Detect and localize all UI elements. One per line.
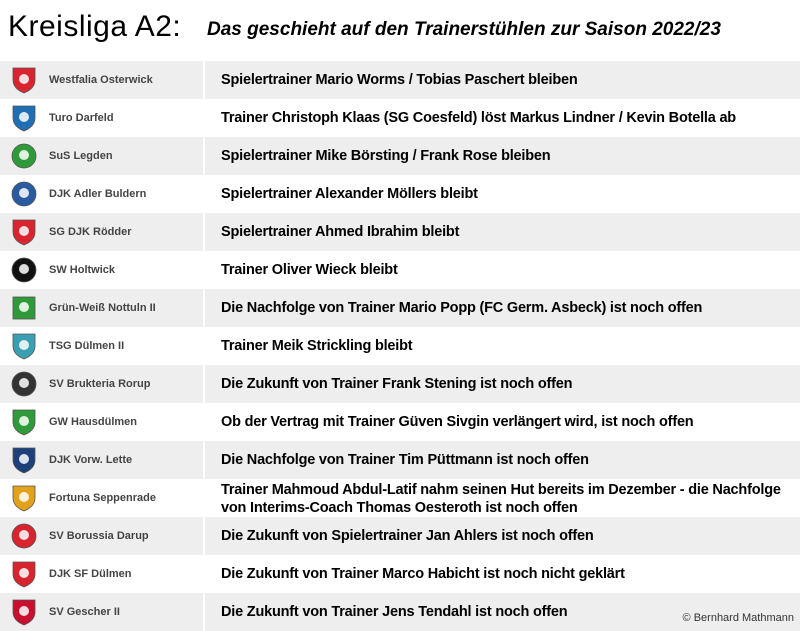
table-row bbox=[0, 593, 800, 631]
column-divider bbox=[203, 517, 205, 555]
column-divider bbox=[203, 403, 205, 441]
column-divider bbox=[203, 289, 205, 327]
club-cell bbox=[0, 213, 203, 251]
club-name: SV Borussia Darup bbox=[49, 530, 149, 542]
coach-info: Spielertrainer Ahmed Ibrahim bleibt bbox=[221, 224, 460, 240]
club-cell bbox=[0, 175, 203, 213]
table-row bbox=[0, 517, 800, 555]
club-cell bbox=[0, 61, 203, 99]
round-black-white-icon bbox=[10, 370, 38, 398]
round-black-white-icon bbox=[10, 256, 38, 284]
club-name: SV Brukteria Rorup bbox=[49, 378, 151, 390]
club-name: SV Gescher II bbox=[49, 606, 120, 618]
club-name: SW Holtwick bbox=[49, 264, 116, 276]
coach-info: Ob der Vertrag mit Trainer Güven Sivgin verlängert wird, ist noch offen bbox=[221, 414, 694, 430]
club-cell bbox=[0, 327, 203, 365]
coach-info: Die Zukunft von Trainer Frank Stening ist noch offen bbox=[221, 376, 573, 392]
table-row bbox=[0, 555, 800, 593]
shield-navy-icon bbox=[10, 446, 38, 474]
column-divider bbox=[203, 479, 205, 517]
club-name: SuS Legden bbox=[49, 150, 113, 162]
club-name: SG DJK Rödder bbox=[49, 226, 132, 238]
shield-red-white-icon bbox=[10, 560, 38, 588]
club-name: Westfalia Osterwick bbox=[49, 74, 153, 86]
column-divider bbox=[203, 175, 205, 213]
coach-info: Die Zukunft von Trainer Jens Tendahl ist noch offen bbox=[221, 604, 568, 620]
column-divider bbox=[203, 61, 205, 99]
column-divider bbox=[203, 137, 205, 175]
column-divider bbox=[203, 365, 205, 403]
club-name: Turo Darfeld bbox=[49, 112, 114, 124]
coach-info: Die Zukunft von Spielertrainer Jan Ahlers ist noch offen bbox=[221, 528, 594, 544]
ball-red-icon bbox=[10, 522, 38, 550]
shield-blue-icon bbox=[10, 104, 38, 132]
club-name: DJK Vorw. Lette bbox=[49, 454, 133, 466]
column-divider bbox=[203, 593, 205, 631]
column-divider bbox=[203, 99, 205, 137]
coach-info: Die Nachfolge von Trainer Tim Püttmann ist noch offen bbox=[221, 452, 589, 468]
coach-info: Die Nachfolge von Trainer Mario Popp (FC Germ. Asbeck) ist noch offen bbox=[221, 300, 703, 316]
shield-red-yellow-icon bbox=[10, 484, 38, 512]
table-row bbox=[0, 213, 800, 251]
shield-red-white-icon bbox=[10, 66, 38, 94]
table-row bbox=[0, 441, 800, 479]
table-row bbox=[0, 289, 800, 327]
column-divider bbox=[203, 555, 205, 593]
club-name: Fortuna Seppenrade bbox=[49, 492, 156, 504]
coach-info: Spielertrainer Mario Worms / Tobias Paschert bleiben bbox=[221, 72, 578, 88]
club-name: Grün-Weiß Nottuln II bbox=[49, 302, 156, 314]
table-row bbox=[0, 479, 800, 517]
coach-info: Trainer Meik Strickling bleibt bbox=[221, 338, 413, 354]
coach-info-line: von Interims-Coach Thomas Oesteroth ist noch offen bbox=[221, 500, 578, 516]
table-row bbox=[0, 327, 800, 365]
column-divider bbox=[203, 441, 205, 479]
page-title: Kreisliga A2: bbox=[8, 10, 182, 43]
table-row bbox=[0, 99, 800, 137]
shield-green-icon bbox=[10, 408, 38, 436]
column-divider bbox=[203, 327, 205, 365]
club-cell bbox=[0, 251, 203, 289]
club-cell bbox=[0, 593, 203, 631]
table-row bbox=[0, 61, 800, 99]
club-cell bbox=[0, 365, 203, 403]
table-row bbox=[0, 175, 800, 213]
copyright: © Bernhard Mathmann bbox=[682, 612, 794, 624]
coach-info bbox=[221, 481, 791, 517]
coach-info: Spielertrainer Alexander Möllers bleibt bbox=[221, 186, 478, 202]
club-name: GW Hausdülmen bbox=[49, 416, 138, 428]
shield-teal-icon bbox=[10, 332, 38, 360]
coach-table bbox=[0, 61, 800, 631]
club-cell bbox=[0, 555, 203, 593]
club-name: DJK SF Dülmen bbox=[49, 568, 132, 580]
coach-info: Spielertrainer Mike Börsting / Frank Rose bleiben bbox=[221, 148, 551, 164]
column-divider bbox=[203, 251, 205, 289]
table-row bbox=[0, 403, 800, 441]
shield-red-icon bbox=[10, 598, 38, 626]
club-cell bbox=[0, 441, 203, 479]
column-divider bbox=[203, 213, 205, 251]
coach-info-line: Trainer Mahmoud Abdul-Latif nahm seinen Hut bereits im Dezember - die Nachfolge bbox=[221, 482, 781, 498]
club-cell bbox=[0, 289, 203, 327]
table-row bbox=[0, 137, 800, 175]
table-row bbox=[0, 251, 800, 289]
coach-info: Die Zukunft von Trainer Marco Habicht ist noch nicht geklärt bbox=[221, 566, 625, 582]
club-cell bbox=[0, 99, 203, 137]
round-green-icon bbox=[10, 142, 38, 170]
page-header bbox=[0, 0, 800, 50]
round-blue-white-icon bbox=[10, 180, 38, 208]
club-name: TSG Dülmen II bbox=[49, 340, 125, 352]
table-row bbox=[0, 365, 800, 403]
club-cell bbox=[0, 517, 203, 555]
shield-red-white-icon bbox=[10, 218, 38, 246]
club-cell bbox=[0, 403, 203, 441]
coach-info: Trainer Oliver Wieck bleibt bbox=[221, 262, 398, 278]
coach-info: Trainer Christoph Klaas (SG Coesfeld) löst Markus Lindner / Kevin Botella ab bbox=[221, 110, 736, 126]
square-green-icon bbox=[10, 294, 38, 322]
club-cell bbox=[0, 479, 203, 517]
club-name: DJK Adler Buldern bbox=[49, 188, 147, 200]
club-cell bbox=[0, 137, 203, 175]
page-subtitle: Das geschieht auf den Trainerstühlen zur Saison 2022/23 bbox=[207, 19, 721, 40]
